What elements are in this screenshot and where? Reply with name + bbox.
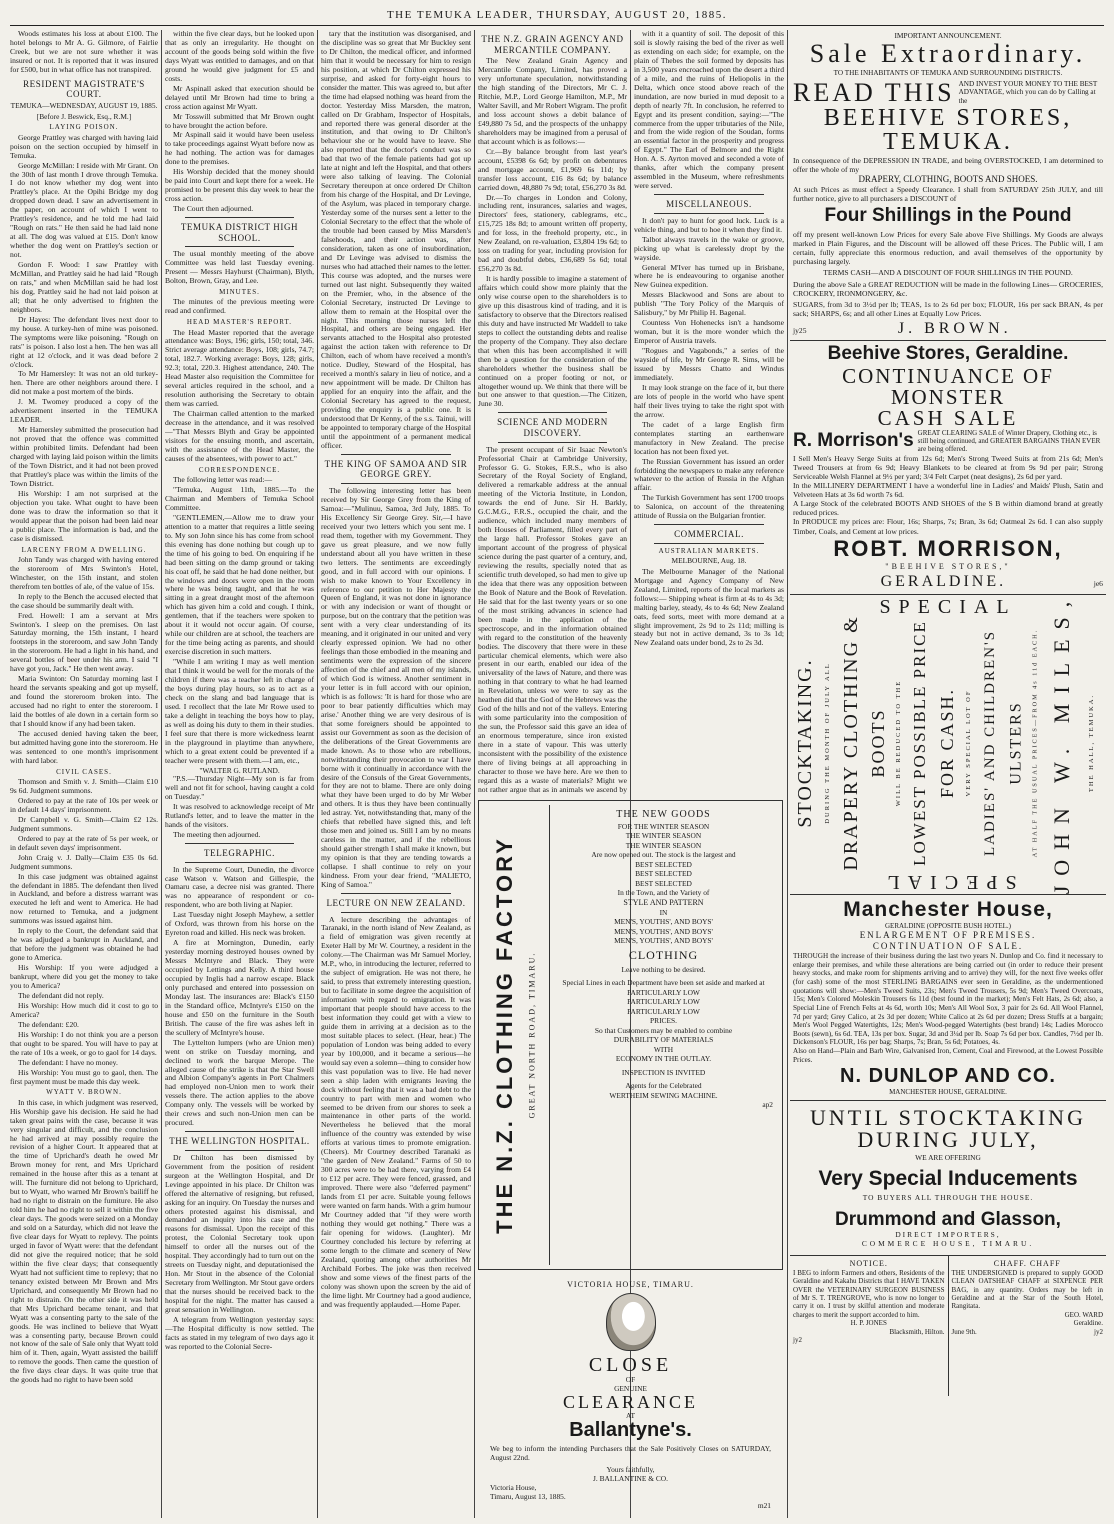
divider bbox=[498, 412, 607, 413]
dunlop-advert bbox=[790, 895, 1106, 1101]
advert-line: AND INVEST YOUR MONEY TO THE BEST ADVANTAGE, which you can do by Calling at the bbox=[958, 79, 1098, 105]
paragraph: Countess Von Hohenecks isn't a handsome woman, but it is the more wonder which the Emperor of Austria travels. bbox=[634, 318, 784, 346]
advert-headline: UNTIL STOCKTAKING bbox=[810, 1104, 1086, 1130]
paragraph: His Worship: I do not think you are a person that ought to be spared. You will have to pay at the rate of 10s a week, or go to gaol for 14 days. bbox=[10, 1029, 158, 1057]
divider bbox=[654, 213, 764, 214]
advert-headline: READ THIS bbox=[793, 77, 955, 107]
section-heading: THE N.Z. GRAIN AGENCY AND MERCANTILE COMPANY. bbox=[481, 34, 624, 55]
advert-line: WE ARE OFFERING bbox=[915, 1152, 981, 1162]
advert-body: Also on Hand—Plain and Barb Wire, Galvanised Iron, Cement, Coal and Firewood, at the Lowest Possible Prices. bbox=[793, 1047, 1103, 1064]
section-heading: THE KING OF SAMOA AND SIR GEORGE GREY. bbox=[324, 458, 468, 480]
paragraph: Thomson and Smith v. J. Smith—Claim £10 9s 6d. Judgment summons. bbox=[10, 777, 158, 795]
divider bbox=[341, 893, 451, 894]
advert-signature: ROBT. MORRISON, bbox=[833, 535, 1063, 561]
advert-signature: Drummond and Glasson, bbox=[835, 1208, 1061, 1230]
paragraph: The cadet of a large English firm contemplates starting an earthenware manufactory in New Zealand. The precise location has not been fixed yet. bbox=[634, 419, 784, 456]
paragraph: General M'Iver has turned up in Brisbane, where he is endeavouring to organise another New Guinea expedition. bbox=[634, 262, 784, 290]
divider bbox=[185, 862, 294, 863]
portrait-cameo-icon bbox=[606, 1293, 656, 1351]
paragraph: Maria Swinton: On Saturday morning last I heard the servants speaking and got up myself, and found the storeroom broken into. The accused had no right to enter the storeroom. I laid the bottles of ale down in a certain form so that I should know if any had been taken. bbox=[10, 674, 158, 728]
paragraph: J. M. Twomey produced a copy of the advertisement inserted in the TEMUKA LEADER. bbox=[10, 397, 158, 425]
advert-headline: Very Special Inducements bbox=[818, 1166, 1078, 1190]
paragraph: "While I am writing I may as well mention that I think it would be well for the morals of the children if there was a teacher left in charge of the boys during play hours, so as to act as a check on the slang and bad language that is used. I recollect that the late Mr Rowe used to take a delight in teaching the boys how to play, as well as doing his duty to them in their studies. I feel sure that there is more wickedness learnt in the playground in playtime than anywhere, which to a great extent could be prevented if a teacher were present with them.—I am, etc., bbox=[165, 657, 314, 765]
vertical-line bbox=[1004, 623, 1028, 863]
paragraph: The Lyttelton lumpers (who are Union men) went on strike on Tuesday morning, and declined to work the barque Merope. The alleged cause of the strike is that the Star Swell and Albion Company's agents in Port Chalmers had employed non-Union men to work their vessels there. The action applies to the above Company only. The vessels will be worked by their crews and such non-Union men can be procured. bbox=[165, 1037, 314, 1128]
factory-name: THE N.Z. CLOTHING FACTORY bbox=[492, 836, 517, 1234]
advert-line: PARTICULARLY LOW bbox=[627, 987, 700, 997]
advert-title: VICTORIA HOUSE, TIMARU. bbox=[567, 1280, 694, 1289]
paragraph: Last Tuesday night Joseph Mayhew, a settler of Oxford, was thrown from his horse on the Eyreton road and killed. His neck was broken. bbox=[165, 910, 314, 938]
advert-line: COMMERCE HOUSE, TIMARU. bbox=[861, 1239, 1035, 1249]
paragraph: Mr Aspinall said it would have been useless to take proceedings against Wyatt before now as he had nothing. The action was for damages done to the premises. bbox=[165, 130, 314, 167]
advert-body: In consequence of the DEPRESSION IN TRADE, and being OVERSTOCKED, I am determined to offer the whole of my bbox=[793, 155, 1103, 174]
paragraph: Mr Aspinall asked that execution should be delayed until Mr Brown had time to bring a cross action against Mr Wyatt. bbox=[165, 83, 314, 111]
advert-headline: Four Shillings in the Pound bbox=[824, 204, 1072, 226]
advert-line: Timaru, August 13, 1885. bbox=[490, 1492, 566, 1501]
advert-line: AT bbox=[625, 1411, 636, 1420]
section-heading: MISCELLANEOUS. bbox=[666, 199, 752, 210]
subheading: WYATT V. BROWN. bbox=[46, 1088, 122, 1097]
advert-code: ap2 bbox=[762, 1100, 773, 1110]
advert-line: IMPORTANT ANNOUNCEMENT. bbox=[894, 31, 1002, 40]
section-heading: LECTURE ON NEW ZEALAND. bbox=[326, 897, 466, 908]
advert-headline: R. Morrison's bbox=[793, 429, 914, 451]
advert-line: In the Town, and the Variety of bbox=[617, 888, 710, 898]
paragraph: A telegram from Wellington yesterday says:—The Hospital difficulty is now settled. The facts as stated in my telegram of two days ago it was reported to the Colonial Secre- bbox=[165, 1314, 314, 1351]
subheading: HEAD MASTER'S REPORT. bbox=[186, 318, 293, 327]
vertical-line bbox=[790, 623, 820, 863]
advert-line: DURING THE MONTH OF JULY ALL bbox=[824, 662, 832, 824]
advert-line: J. BALLANTINE & CO. bbox=[593, 1474, 668, 1483]
paragraph: tary that the institution was disorganised, and the discipline was so great that Mr Buckley sent to Dr Chilton, the medical officer, and informed him that it would be necessary for him to resign his position, at which Dr Chilton expressed his surprise, and asked for forty-eight hours to consider the matter. This was agreed to, but after the time had elapsed nothing was heard from the doctor. Yesterday Miss Marsden, the matron, called on Dr Grabham, Inspector of Hospitals, and reported there was general disorder at the institution, and that owing to Dr Chilton's behaviour she or he would have to leave. She also reported that the doctor's conduct was so bad that two of the female patients had got up late at night and left the Hospital, and that others were also talking of leaving. The Colonial Secretary thereupon at once ordered Dr Chilton from his charge of the Hospital, and Dr Levinge, of the Asylum, was placed in temporary charge. Yesterday some of the nurses sent a letter to the Colonial Secretary to the effect that the whole of the trouble had been caused by Miss Marsden's falsehoods, and their action was, after consideration, taken as one of insubordination, and Dr Levinge was advised to dismiss the nurses who had attached their names to the letter. This course was adopted, and the nurses were turned out last night. Subsequently they waited on the Premier, who, in the absence of the Colonial Secretary, instructed Dr Levinge to allow them to remain at the Hospital over the night. This morning those nurses left the Hospital, and others are being engaged. Her servants attached to the Hospital also protested against the action taken with reference to Dr Chilton, each of whom have received a month's notice. Dudley, Steward of the Hospital, has received a month's salary in lieu of notice, and a new appointment will be made. Dr Chilton has applied for an enquiry into the affair, and the Colonial Secretary has agreed to the request, providing the enquiry is a public one. It is understood that Dr Kenny, of the s.s. Tainui, will be appointed to temporary charge of the Hospital until the appointment of a permanent medical officer. bbox=[321, 30, 471, 450]
advert-headline: CLOSE bbox=[588, 1354, 673, 1376]
paragraph: In this case judgment was obtained against the defendant in 1885. The defendant then lived in Auckland, and before a distress warrant was executed he left and went to America. He had now returned to Temuka, and a judgment summons was issued against him. bbox=[10, 871, 158, 926]
paragraph: Ordered to pay at the rate of 5s per week, or in default seven days' imprisonment. bbox=[10, 833, 158, 852]
paragraph: It may look strange on the face of it, but there are lots of people in the world who have spent half their lives trying to take the right spot with the arrow. bbox=[634, 382, 784, 419]
advert-line: DRAPERY CLOTHING & bbox=[840, 615, 862, 871]
advert-line: MEN'S, YOUTHS', AND BOYS' bbox=[614, 926, 713, 936]
victoria-house-advert bbox=[478, 1278, 783, 1516]
paragraph: Fred. Howell: I am a servant at Mrs Swinton's. I sleep on the premises. On last Saturday morning, the 15th instant, I heard footsteps in the storeroom, and saw John Tandy in the storeroom. He had a light in his hand, and several bottles of beer under his arm. I said "I have got you, Jack." He then went away. bbox=[10, 610, 158, 674]
advert-line: VERY SPECIAL LOT OF bbox=[965, 689, 973, 797]
advert-signature: GEO. WARD bbox=[1064, 1310, 1103, 1319]
advert-headline: CHAFF. CHAFF bbox=[993, 1259, 1061, 1269]
column-1 bbox=[10, 30, 158, 1518]
advert-line: WERTHEIM SEWING MACHINE. bbox=[609, 1090, 718, 1100]
paragraph: The Court then adjourned. bbox=[173, 204, 254, 214]
advert-line: PRICES. bbox=[650, 1016, 677, 1026]
advert-line: GERALDINE. bbox=[880, 572, 1007, 590]
paragraph: The defendant did not reply. bbox=[18, 990, 104, 1000]
paragraph: The Turkish Government has sent 1700 troops to Salonica, on account of the threatening attitude of Russia on the Bulgarian frontier. bbox=[634, 493, 784, 521]
advert-line: DRAPERY, CLOTHING, BOOTS AND SHOES. bbox=[858, 173, 1038, 184]
paragraph: In this case, in which judgment was reserved, His Worship gave his decision. He said he had taken great pains with the case, because it was very singular and difficult, and the conclusion he had arrived at may possibly require the revision of a higher Court. It appeared that at the time of Uprichard's death he owed Mr Brown money for rent, and Mrs Uprichard remained in the house after this as a tenant at will. The furniture did not belong to Uprichard, but to Wyatt, who warned Mr Brown's bailiff he had no right to distrain on the furniture. He also told him he had no right to sell it within the five clear days. The goods were seized on a Monday and sold on a Saturday, which did not leave the five clear days for Wyatt to replevy. The points urged in favor of Wyatt were: that the defendant did not give the required notice; that he sold within the five clear days; that consequently Wyatt had not sufficient time to replevy; that no tenancy existed between Mr Brown and Mrs Uprichard, and consequently Mr Brown had no right to distrain. On the other side it was held that Mrs Uprichard became tenant, and that Wyatt was a consenting party to the sale of the goods. He was inclined to believe that Wyatt was a consenting party, because Brown could not know of the sale of Sale only that Wyatt told him of it. Then, again, Wyatt assisted the bailiff to remove the goods. Then came the question of the five days clear days. It was quite true that the goods had no right to have been sold bbox=[10, 1097, 158, 1385]
advert-line: THE HALL, TEMUKA. bbox=[1088, 693, 1096, 792]
paragraph: The present occupant of Sir Isaac Newton's Professorial Chair at Cambridge University, Professor G. G. Stokes, F.R.S., who is also Secretary of the Royal Society of England, delivered a remarkable address at the annual meeting of the Victoria Institute, in London, towards the end of June. Sir H. Barkly, G.C.M.G., F.R.S., occupied the chair, and the audience, which included many members of both Houses of Parliament, filled every part of the large hall. Professor Stokes gave an important account of the progress of physical science during the past quarter of a century, and, reviewing the results, specially noted that as scientific truth developed, so had men to give up the idea that there was any opposition between the Book of Nature and the Book of Revelation. He said that for the last twenty years or so one of the most striking advances in science had been made in the application of the spectroscope, and in the information obtained with regard to the constitution of the heavenly bodies. The discovery that there were in these particular chemical elements, which were also present in our earth, enabled our idea of the universality of the laws of Nature, and there was nothing in that contrary to what he had learned in Revelation, unless we were to say as the heathen did that the God of the Hebrews was the God of the hills and not of the valleys. Entering with some particularity into the composition of the sun, the Professor said this gave an idea of an enormous temperature, since iron existed there in a state of vapour. This was utterly inconsistent with the possibility of the existence there of living beings at all approaching in character to those we have here. Are we then to regard this as a waste of materials? Might we not rather argue that as in animals we ascend by bbox=[478, 444, 627, 794]
paragraph: The New Zealand Grain Agency and Mercantile Company, Limited, has proved a very unfortunate speculation, notwithstanding the high standing of the Directors, Mr C. J. Ritchie, M.P., Lord George Hamilton, M.P., Mr Walter Savill, and Mr Robert Wigram. The profit and loss account shows a debit balance of £49,880 7s 5d, and the prospects of the unhappy shareholders may be imagined from a perusal of that account which is as follows:— bbox=[478, 56, 627, 146]
section-heading: TELEGRAPHIC. bbox=[204, 847, 275, 858]
advert-body: I Sell Men's Heavy Serge Suits at from 12s 6d; Men's Strong Tweed Suits at from 21s 6d; Men's Tweed Trousers at from 6s 9d; Heavy Blankets to be cleared at from 9s 9d per pair; Strong Serviceable Welsh Flannel at 9½ per yard; 3/4 Felt Carpet (neat designs), 2s 6d per yard. bbox=[793, 453, 1103, 481]
advert-code: jy2 bbox=[793, 1335, 802, 1344]
vertical-line bbox=[1028, 623, 1042, 863]
advert-line: Geraldine. bbox=[1073, 1319, 1103, 1328]
advert-headline: SPECIAL bbox=[879, 595, 1017, 618]
advert-headline: Manchester House, bbox=[843, 897, 1053, 921]
advert-line: FOR CASH. bbox=[937, 687, 958, 798]
paragraph: John Craig v. J. Dally—Claim £35 0s 6d. Judgment summons. bbox=[10, 852, 158, 871]
advert-line: PARTICULARLY LOW bbox=[627, 997, 700, 1007]
paragraph: George Prattley was charged with having laid poison on the section occupied by himself in Temuka. bbox=[10, 132, 158, 160]
subheading: CORRESPONDENCE. bbox=[198, 465, 281, 474]
advert-line: BEST SELECTED bbox=[635, 859, 692, 869]
paragraph: The following letter was read:— bbox=[173, 475, 273, 485]
subheading: AUSTRALIAN MARKETS. bbox=[658, 546, 760, 555]
advert-line: DURABILITY OF MATERIALS bbox=[613, 1035, 714, 1045]
paragraph: The defendant: £20. bbox=[18, 1019, 79, 1029]
advert-body: At such Prices as must effect a Speedy Clearance. I shall from SATURDAY 25th JULY, and till further notice, give to all purchasers a DISCOUNT of bbox=[793, 184, 1103, 203]
advert-body: In the MILLINERY DEPARTMENT I have a wonderful line in Ladies' and Maids' Plush, Satin and Velveteen Hats at 3s 6d worth 7s 6d. bbox=[793, 481, 1103, 500]
advert-line: MEN'S, YOUTHS', AND BOYS' bbox=[614, 936, 713, 946]
subheading: CIVIL CASES. bbox=[56, 767, 112, 776]
column-rule bbox=[474, 30, 475, 1518]
clothing-advert-body bbox=[549, 805, 777, 1265]
advert-headline: Beehive Stores, Geraldine. bbox=[827, 342, 1069, 364]
vertical-line bbox=[866, 623, 892, 863]
advert-line: THE NEW GOODS bbox=[616, 809, 711, 820]
advert-line: IN bbox=[659, 907, 668, 917]
signature: "WALTER G. RUTLAND. bbox=[199, 765, 280, 775]
column-3 bbox=[321, 30, 471, 1518]
advert-line: GERALDINE (OPPOSITE BUSH HOTEL.) bbox=[885, 922, 1011, 931]
paragraph: Mr Hamersley submitted the prosecution had not proved that the offence was committed within prohibited limits. Defendant had been charged with laying laid poison within the limits of the Town District, and it had not been proved that Prattley's place was within the limits of the Town District. bbox=[10, 425, 158, 488]
advert-line: STYLE AND PATTERN bbox=[623, 897, 704, 907]
paragraph: "P.S.—Thursday Night—My son is far from well and not fit for school, having caught a cold on Tuesday." bbox=[165, 774, 314, 802]
section-heading: TEMUKA DISTRICT HIGH SCHOOL. bbox=[180, 222, 299, 243]
advert-line: GENUINE bbox=[614, 1384, 647, 1393]
advert-signature: J. BROWN. bbox=[897, 319, 1012, 337]
advert-body: THE UNDERSIGNED is prepared to supply GOOD CLEAN OATSHEAF CHAFF at SIXPENCE PER BAG, in any quantity. Orders may be left in Geraldine and at the Star of the South Hotel, Rangitata. bbox=[951, 1268, 1103, 1311]
chaff-advert bbox=[949, 1256, 1107, 1396]
advert-line: Leave nothing to be desired. bbox=[621, 965, 706, 975]
divider bbox=[185, 1131, 294, 1132]
advert-body: SUGARS, from 3d to 3½d per lb; TEAS, 1s to 2s 6d per box; FLOUR, 16s per sack BRAN, 4s per sack; SHARPS, 6s; and all other Lines at Equally Low Prices. bbox=[793, 300, 1103, 319]
advert-body: I BEG to inform Farmers and others, Residents of the Geraldine and Kakahu Districts that I HAVE TAKEN OVER the VETERINARY SURGEON BUSINESS of Mr S. T. TRENGROVE, who is now no longer to carry it on. I trust by skilful attention and moderate charges to merit the support accorded to him. bbox=[793, 1268, 945, 1319]
paragraph: "Rogues and Vagabonds," a series of the wayside of life, by Mr George R. Sims, will be issued by Messrs Chatto and Windus immediately. bbox=[634, 346, 784, 382]
advert-line: OF bbox=[625, 1375, 636, 1384]
advert-line: Agents for the Celebrated bbox=[625, 1081, 702, 1091]
advert-body: We beg to inform the intending Purchasers that the Sale Positively Closes on SATURDAY, August 22nd. bbox=[490, 1444, 771, 1462]
section-heading: THE WELLINGTON HOSPITAL. bbox=[169, 1136, 310, 1147]
paragraph: Dr Hayes: The defendant lives next door to my house. A turkey-hen of mine was poisoned. The symptoms were like poisoning. "Rough on rats" is poison. I also lost a hen. The hen was all right at 12 o'clock, and it was dead before 2 o'clock. bbox=[10, 314, 158, 369]
paragraph: A lecture describing the advantages of Taranaki, in the north island of New Zealand, as a field of emigration was given recently at Exeter Hall by Mr W. Courtney, a resident in the colony.—The Chairman was Mr Samuel Morley, M.P., who, in introducing the lecturer, referred to the subject of emigration. He was not there, he said, to press that extremely interesting question, but to facilitate in some degree the acquisition of information with regard to emigration. It was important that people should have access to the best information they could get with a view to guide them in arriving at a decision as to the most suitable places to select. (Hear, hear.) The population of London was being added to every year by 100,000, and it became a serious—he would say even a solemn—thing to consider how this vast population was to live. He had never seen a ship laden with emigrants leaving the dock without feeling that it was a bad debt to the country to part with men and women who seemed to be driven from our shores to seek a maintenance in other parts of the world. Nevertheless he believed that the moral influence of the country was extended by wise efforts at various times to promote emigration. (Cheers). Mr Courtney described Taranaki as "the garden of New Zealand." Farms of 50 to 300 acres were to be had there, varying from £4 to £12 per acre. They were fenced, grassed, and improved. There were also "deferred payment" lands from £1 per acre. Suitable young fellows were wanted on farm hands. With a grim humour Mr Courtney added that "if they were worth nothing they would get nothing." There was a fair opening for widows. (Laughter). Mr Courtney concluded his lecture by referring at some length to the climate and scenery of New Zealand, quoting among other authorities Mr Archibald Forbes. The joke was then received show and some views of the finest parts of the colony was shown upon the screen by the aid of the lime light. Mr Courtney had a good audience, and was frequently applauded.—Home Paper. bbox=[321, 914, 471, 1309]
paragraph: His Worship decided that the money should be paid into Court and kept there for a week. He promised to be present this day week to hear the cross action. bbox=[165, 167, 314, 204]
advert-body: During the above Sale a GREAT REDUCTION will be made in the following Lines— GROCERIES, CROCKERY, IRONMONGERY, &c. bbox=[793, 280, 1103, 299]
drummond-advert bbox=[790, 1101, 1106, 1256]
paragraph: "Temuka, August 11th, 1885.—To the Chairman and Members of Temuka School Committee. bbox=[165, 485, 314, 512]
paragraph: In reply to the Court, the defendant said that he was adjudged a bankrupt in Auckland, and that before the judgment was obtained he had gone to America. bbox=[10, 926, 158, 963]
advert-headline: CASH SALE bbox=[877, 405, 1019, 430]
paragraph: with it a quantity of soil. The deposit of this soil is slowly raising the bed of the river as well as extending on each side; for example, on the plain of Thebes the soil formed by deposits has in 3,500 years encroached upon the desert a third of a mile, and the ruins of Heliopolis in the Delta, which once stood above reach of the inundation, are now buried in mud deposit to a depth of nearly 7ft. In conclusion, he referred to Egypt and its present condition, saying:—"The commerce from the upper tributaries of the Nile, and from the wide region of the Soudan, forms an essential factor in the prosperity and progress of Egypt." The Earl of Belmore and the Right Hon. A. S. Ayrton moved and seconded a vote of thanks, after which the company present assembled in the Museum, where refreshments were served. bbox=[634, 30, 784, 191]
paragraph: The following interesting letter has been received by Sir George Grey from the King of Samoa:—"Mulinuu, Samoa, 3rd July, 1885. To His Excellency Sir George Grey. Sir,—I have received your two letters which you sent me. I read them, together with my Government. They gave us great pleasure, and we now fully understand about all you have written in these two letters. The sentiments are exceedingly good, and in full accord with our opinions. I wish to make known to Your Excellency in reference to our petition to Her Majesty the Queen of England, it was not done in ignorance or with any indecision or want of thought or purpose, but on the contrary that the petition was sent with a very clear understanding of its meaning, and it originated in our united and very clearly expressed opinion. We had no other feelings than those embodied in the meaning and sentiments were the expression of the sincere affection of the chief and all men of my islands, of which God is witness. Another sentiment in your letter is in full accord with our opinion, which is as follows: 'It is hard for those who are poor to bear patiently difficulties which may arise.' Another thing we are very desirous of is that some foreigners should be appointed to assist our Government as soon as the decision of the deliberations of the Great Governments are made known. As to those who are rebellious, notwithstanding their provocation to war I have borne with it continually in accordance with the desire of the Consuls of the Great Governments, for they are not to blame. There are only doing what they have been urged to do by Mr Weber and others. It is thus they have been continually led astray. Yet, notwithstanding that, many of the chiefs that rebelled have signed this, and left those men and joined us. Still I am by no means careless in the matter, and if the rebellious should gather strength I shall make it known, but my opinion is that they are tending towards a collapse. I shall continue to rely on your kindness. From your dear friend, "MALIETO, King of Samoa." bbox=[321, 486, 471, 889]
subheading: MINUTES. bbox=[219, 288, 260, 297]
advert-headline: DURING JULY, bbox=[857, 1126, 1039, 1152]
vertical-line bbox=[934, 623, 962, 863]
paragraph: The defendant: I have no money. bbox=[18, 1057, 118, 1067]
paragraph: Dr Campbell v. G. Smith—Claim £2 12s. Judgment summons. bbox=[10, 814, 158, 833]
vertical-line bbox=[892, 623, 906, 863]
advert-code: jy25 bbox=[793, 325, 807, 335]
advert-line: "BEEHIVE STORES," bbox=[885, 562, 1011, 572]
vertical-line bbox=[976, 623, 1004, 863]
divider bbox=[341, 483, 451, 484]
dateline: TEMUKA—WEDNESDAY, AUGUST 19, 1885. bbox=[10, 100, 158, 110]
paragraph: His Worship: I am not surprised at the objection you take. What ought to have been done was to draw the information so that it would appear that the poison had been laid near a public place. The information is bad, and the case is dismissed. bbox=[10, 488, 158, 543]
vertical-line bbox=[1082, 623, 1102, 863]
subheading: LAYING POISON. bbox=[49, 123, 119, 132]
column-4 bbox=[478, 30, 627, 795]
divider bbox=[341, 912, 451, 913]
paragraph: In the Supreme Court, Dunedin, the divorce case Watson v. Watson and Gillespie, the Oamaru case, a decree nisi was granted. There was no appearance of respondent or co-respondent, who are both living at Napier. bbox=[165, 864, 314, 910]
paragraph: The Head Master reported that the average attendance was: Boys, 196; girls, 150; total, 346. Strict average attendance: Boys, 108; girls, 74.7; total, 182.7. Working average: Boys, 128; girls, 92.3; total, 220.3. Highest attendance, 240. The Head Master also requisition the Committee for several articles required in the school, and a resolution authorising the Secretary to obtain them was carried. bbox=[165, 327, 314, 409]
advert-line: STOCKTAKING. bbox=[794, 658, 816, 828]
advert-signature: JOHN W. MILES, bbox=[1048, 591, 1074, 895]
divider bbox=[185, 843, 294, 844]
paragraph: The Russian Government has issued an order forbidding the newspapers to make any reference whatever to the action of Russia in the Afghan affair. bbox=[634, 456, 784, 493]
vertical-line bbox=[1042, 591, 1082, 895]
column-2 bbox=[165, 30, 314, 1518]
vertical-address bbox=[523, 805, 541, 1265]
advert-line: Yours faithfully, bbox=[606, 1465, 655, 1474]
advert-line: Are now opened out. The stock is the largest and bbox=[591, 850, 736, 860]
advert-line: ULSTERS bbox=[1007, 701, 1025, 785]
column-rule bbox=[787, 30, 788, 1518]
advert-headline: NOTICE. bbox=[849, 1259, 888, 1269]
byline: [Before J. Beswick, Esq., R.M.] bbox=[36, 111, 132, 121]
advert-line: Victoria House, bbox=[490, 1483, 537, 1492]
vertical-line bbox=[962, 623, 976, 863]
paragraph: His Worship: How much did it cost to go to America? bbox=[10, 1000, 158, 1019]
divider bbox=[185, 1150, 294, 1151]
morrison-advert bbox=[790, 341, 1106, 595]
paragraph: George McMillan: I reside with Mr Grant. On the 30th of last month I drove through Temuka. I do not know whether my dog went into Prattley's place. At the Opihi Bridge my dog dropped down dead. I saw an advertisement in the paper, on account of which I went to Prattley's residence, and he told me had laid "Rough on rats." He then said he had laid none at all. The dog was valued at £15. Don't know whether the dog went on Prattley's section or not. bbox=[10, 160, 158, 260]
advert-line: INSPECTION IS INVITED bbox=[621, 1067, 706, 1077]
advert-line: DIRECT IMPORTERS, bbox=[895, 1230, 1001, 1240]
column-rule bbox=[161, 30, 162, 1518]
paragraph: "GENTLEMEN,—Allow me to draw your attention to a matter that requires a little seeing to. My son John since his has come from school this evening has done nothing but cough up to the time of his going to bed. On enquiring if he had been sitting on the damp ground or taking his coat off, he said that he had done neither, but the windows and doors were open in the room where he was being taught, and that he was sitting in a great draught most of the afternoon which has given him a cold and cough. I think, gentlemen, that if the teachers were spoken to about it it would not occur again. Of course, while our children are at school, the teachers are for the time being acting as parents, and should exercise discretion in such matters. bbox=[165, 512, 314, 657]
beehive-temuka-advert bbox=[790, 30, 1106, 341]
advert-code: je6 bbox=[1093, 578, 1103, 588]
advert-line: ENLARGEMENT OF PREMISES. bbox=[859, 930, 1037, 941]
advert-line: THE WINTER SEASON bbox=[625, 831, 702, 841]
vertical-line bbox=[906, 619, 934, 866]
advert-line: AT HALF THE USUAL PRICES—FROM 4s 11d EACH. bbox=[1031, 628, 1039, 858]
advert-body: In PRODUCE my prices are: Flour, 16s; Sharps, 7s; Bran, 3s 6d; Oatmeal 2s 6d. I can also supply Timber, Coals, and Cement at low prices. bbox=[793, 517, 1103, 536]
advert-line: TO BUYERS ALL THROUGH THE HOUSE. bbox=[862, 1192, 1034, 1202]
paragraph: The Chairman called attention to the marked decrease in the attendance, and it was resolved—"That Messrs Blyth and Gray be appointed visitors for the ensuing month, and ascertain, with the assistance of the Head Master, the causes of the absentees, with power to act." bbox=[165, 409, 314, 463]
paragraph: Dr Chilton has been dismissed by Government from the position of resident surgeon at the Wellington Hospital, and Dr Levinge appointed in his place. Dr Chilton was offered the alternative of resigning, but refused, asking for an inquiry. On Tuesday the nurses and others protested against his dismissal, and demanded an inquiry into his case and the reasons for dismissal. Upon the receipt of this protest, the Colonial Secretary took upon himself to order all the nurses out of the hospital. They accordingly had to turn out on the streets on Tuesday night, and deputationised the Hon. Mr Stout in the absence of the Colonial Secretary from Wellington. Mr Stout gave orders that the nurses should be received back to the hospital for the night. The matter has caused a great sensation in Wellington. bbox=[165, 1152, 314, 1315]
divider bbox=[654, 543, 764, 544]
advert-body: off my present well-known Low Prices for every Sale above Five Shillings. My Goods are always marked in Plain Figures, and the Discount will be allowed off these Prices. The Public will, I am certain, fully appreciate this enormous reduction, and avail themselves of the opportunity by purchasing largely. bbox=[793, 229, 1103, 266]
paragraph: Cr.—By balance brought from last year's account, £5398 6s 6d; by profit on debentures and mortgage account, £1,969 6s 11d; by transfer loss account, £16 8s 6d; by balance carried down, 48,880 7s 9d; total, £56,270 3s 8d. bbox=[478, 146, 627, 192]
advert-line: ECONOMY IN THE OUTLAY. bbox=[615, 1054, 712, 1064]
advert-line: FOR THE WINTER SEASON bbox=[617, 821, 710, 831]
advert-line: Blacksmith, Hilton. bbox=[889, 1327, 945, 1336]
column-rule bbox=[317, 30, 318, 1518]
shop-name: Ballantyne's. bbox=[569, 1419, 692, 1441]
small-notices bbox=[790, 1256, 1106, 1396]
advert-column bbox=[790, 30, 1106, 1518]
miles-special-advert bbox=[790, 591, 1106, 895]
paragraph: The meeting then adjourned. bbox=[173, 830, 261, 839]
advert-signature: N. DUNLOP AND CO. bbox=[840, 1065, 1056, 1088]
advert-line: MEN'S, YOUTHS', AND BOYS' bbox=[614, 917, 713, 927]
advert-headline: BEEHIVE STORES, TEMUKA. bbox=[823, 104, 1073, 155]
advert-line: WITH bbox=[653, 1044, 674, 1054]
paragraph: Mr Tosswill submitted that Mr Brown ought to have brought the action before. bbox=[165, 111, 314, 130]
dateline: MELBOURNE, Aug. 18. bbox=[671, 556, 747, 566]
advert-line: So that Customers may be enabled to combine bbox=[594, 1025, 733, 1035]
paragraph: Ordered to pay at the rate of 10s per week or in default 14 days' imprisonment. bbox=[10, 795, 158, 814]
paragraph: Dr.—To charges in London and Colony, including rent, insurances, salaries and wages, Directors' fees, stationery, cablegrams, etc., £15,725 18s 8d; to amount written off property, and for loss, in the freehold property, etc., in New Zealand, on re-valuation, £3,804 19s 6d; to loss on trading for year, including provision for bad and doubtful debts, £36,689 5s 6d; total £56,270 3s 8d. bbox=[478, 192, 627, 274]
paragraph: A fire at Mornington, Dunedin, early yesterday morning destroyed houses owned by Messrs McIntyre and Black. They were occupied by Lettings and Kelly. A third house occupied by Inglis had a narrow escape. Black only purchased and entered into possession on Monday last. The insurances are: Black's £150 in the Standard office, McIntyre's £150 on the house and £50 on the furniture in the South British. The cause of the fire was ashes left in the scullery of McIntyre's house. bbox=[165, 938, 314, 1037]
advert-signature: H. P. JONES bbox=[850, 1319, 887, 1328]
masthead bbox=[10, 4, 1104, 26]
advert-line: WILL BE REDUCED TO THE bbox=[895, 679, 903, 807]
advert-line: LADIES' AND CHILDREN'S bbox=[982, 629, 998, 856]
advert-line: MANCHESTER HOUSE, GERALDINE. bbox=[889, 1088, 1007, 1097]
advert-headline: Sale Extraordinary. bbox=[809, 38, 1087, 68]
paragraph: Gordon F. Wood: I saw Prattley with McMillan, and Prattley said he had laid "Rough on rats," and when McMillan said he had lost his dog, Prattley said he had not laid poison at all; that he only advertised to frighten the neighbors. bbox=[10, 260, 158, 314]
advert-line: TERMS CASH—AND A DISCOUNT OF FOUR SHILLINGS IN THE POUND. bbox=[823, 267, 1073, 277]
advert-line: PARTICULARLY LOW bbox=[627, 1006, 700, 1016]
vertical-line bbox=[820, 623, 836, 863]
advert-body: THROUGH the increase of their business during the last two years N. Dunlop and Co. find it necessary to enlarge their premises, and while these alterations are being carried out (in order to reduce their present heavy stocks, and make room for shipments arriving and to arrive) they will, for the next five weeks offer (for cash) some of the most STERLING BARGAINS ever seen in Geraldine, as the undermentioned quotations will show:—Men's Tweed Suits, 23s; Men's Tweed Trousers, 5s 9d; Men's Tweed Overcoats, 15s; Men's Colored Moleskin Trousers 6s 11d (best found in the market); Men's Felt Hats, 2s 6d; also, a Special Line of French Felts at 4s 6d, worth 10s; Men's All Wool Sox, 3 pair for 2s 6d. All Wool Flannel, 7d per yard; Grey Calico, at 2s 3d per dozen; White Calico at 2s 6d per dozen; Dress Stuffs at a bargain; Men's Wool Pegged Watertights, 12s; Men's Wood-pegged Watertights (best brand) 14s; Ladies Morocco Boots (sewn), 6s 6d. TEA, 13s per box. Sugar, 3d and 3¼d per lb. Soap 7s 6d per box. Candles, 7½d per lb. Dickenson's FLOUR, 16s per bag; Sharps, 7s; Bran, 5s 6d; Potatoes, 4s. bbox=[793, 952, 1103, 1047]
paragraph: It is hardly possible to imagine a statement of affairs which could show more plainly that the only wise course open to the shareholders is to give up this disastrous kind of trading, and it is satisfactory to observe that the Directors realised this duty and have instructed Mr Waddell to take steps to collect the outstanding debts and realise the property of the Company. They also declare that when this has been accomplished it will then be a question for the consideration of the shareholders whether the business shall be continued on a proper footing or not, or altogether wound up. We think that there will be but one answer to that question.—The Citizen, June 30. bbox=[478, 274, 627, 409]
advert-headline: CONTINUANCE OF MONSTER bbox=[842, 363, 1054, 409]
advert-line: BEST SELECTED bbox=[635, 869, 692, 879]
advert-line: THE WINTER SEASON bbox=[625, 840, 702, 850]
paragraph: The minutes of the previous meeting were read and confirmed. bbox=[165, 297, 314, 316]
paragraph: Messrs Blackwood and Sons are about to publish "The Tory Policy of the Marquis of Salisbury," by Mr Philip H. Bagenal. bbox=[634, 290, 784, 318]
advert-line: GREAT CLEARING SALE of Winter Drapery, Clothing etc., is still being continued, and GREATER BARGAINS THAN EVER are being offered. bbox=[917, 428, 1101, 454]
advert-line: BOOTS bbox=[868, 708, 889, 778]
paragraph: In reply to the Bench the accused elected that the case should be summarily dealt with. bbox=[10, 591, 158, 610]
advert-line: CLOTHING bbox=[628, 947, 699, 962]
divider bbox=[185, 246, 294, 247]
section-heading: RESIDENT MAGISTRATE'S COURT. bbox=[23, 78, 145, 100]
section-heading: COMMERCIAL. bbox=[674, 529, 744, 540]
advert-line: CONTINUATION OF SALE. bbox=[872, 941, 1024, 952]
paragraph: Woods estimates his loss at about £100. The hotel belongs to Mr A. G. Gilmore, of Fairlie Creek, but we are not sure whether it was insured or not. It is reported that it was insured for £500, but in what office has not transpired. bbox=[10, 30, 158, 74]
divider bbox=[341, 454, 451, 455]
subheading: LARCENY FROM A DWELLING. bbox=[21, 545, 147, 554]
advert-body: A Large Stock of the celebrated BOOTS AND SHOES of the S B within diamond brand at greatly reduced prices. bbox=[793, 499, 1103, 518]
paragraph: John Tandy was charged with having entered the storeroom of Mrs Swinton's Hotel, Winchester, on the 15th instant, and stolen therefrom ten bottles of ale, of the value of 15s. bbox=[10, 554, 158, 591]
divider bbox=[498, 442, 607, 443]
vertical-title bbox=[485, 805, 525, 1265]
advert-line: TO THE INHABITANTS OF TEMUKA AND SURROUNDING DISTRICTS. bbox=[833, 68, 1063, 77]
paragraph: To Mr Hamersley: It was not an old turkey-hen. There are other neighbors around there. I did not make a post mortem of the birds. bbox=[10, 369, 158, 397]
column-5 bbox=[634, 30, 784, 795]
advert-headline: SPECIAL bbox=[879, 870, 1017, 893]
advert-line: June 9th. bbox=[951, 1327, 977, 1336]
advert-line: Special Lines in each Department have been set aside and marked at bbox=[562, 978, 765, 988]
advert-line: LOWEST POSSIBLE PRICE bbox=[909, 619, 929, 866]
paragraph: within the five clear days, but he looked upon that as only an irregularity. He thought on account of the goods being sold within the five days Wyatt was entitled to damages, and on that ground he would give judgment for £5 and costs. bbox=[165, 30, 314, 83]
section-heading: SCIENCE AND MODERN DISCOVERY. bbox=[497, 417, 608, 438]
advert-line: BEST SELECTED bbox=[635, 878, 692, 888]
paragraph: The Melbourne Manager of the National Mortgage and Agency Company of New Zealand, Limited, reports of the local markets as follows:— Shipping wheat is firm at 4s to 4s 3d; malting barley, steady, 4s to 4s 6d; New Zealand oats, feed sorts, meet with more demand at a slight improvement, 2s 9d to 2s 11d; milling is steady but not in active demand, 3s to 3s 1d; New Zealand oats under bond, 2s to 2s 3d. bbox=[634, 566, 784, 648]
paragraph: It don't pay to hunt for good luck. Luck is a vehicle thing, and but to hoe it when they find it. bbox=[634, 215, 784, 234]
advert-headline: CLEARANCE bbox=[563, 1392, 698, 1412]
advert-code: jy2 bbox=[1094, 1327, 1103, 1336]
divider bbox=[654, 194, 764, 195]
divider bbox=[185, 217, 294, 218]
masthead-title: THE TEMUKA LEADER, THURSDAY, AUGUST 20, 1885. bbox=[386, 9, 728, 21]
paragraph: The usual monthly meeting of the above Committee was held last Tuesday evening. Present — Messrs Hayhurst (Chairman), Blyth, Bolton, Brown, Gray, and Lee. bbox=[165, 249, 314, 286]
paragraph: It was resolved to acknowledge receipt of Mr Rutland's letter, and to leave the matter in the hands of the visitors. bbox=[165, 802, 314, 830]
factory-address: GREAT NORTH ROAD, TIMARU. bbox=[527, 951, 537, 1119]
paragraph: His Worship: If you were adjudged a bankrupt, where did you get the money to take you to America? bbox=[10, 963, 158, 990]
paragraph: The accused denied having taken the beer, but admitted having gone into the storeroom. He was sentenced to one month's imprisonment with hard labor. bbox=[10, 728, 158, 765]
paragraph: His Worship: You must go to gaol, then. The first payment must be made this day week. bbox=[10, 1067, 158, 1086]
advert-code: m21 bbox=[757, 1501, 771, 1510]
vertical-line bbox=[836, 615, 866, 871]
clothing-factory-advert bbox=[478, 800, 783, 1270]
paragraph: Talbot always travels in the wake or groove, picking up what is carelessly dropt by the wayside. bbox=[634, 234, 784, 262]
notice-advert bbox=[790, 1256, 949, 1396]
divider bbox=[654, 524, 764, 525]
